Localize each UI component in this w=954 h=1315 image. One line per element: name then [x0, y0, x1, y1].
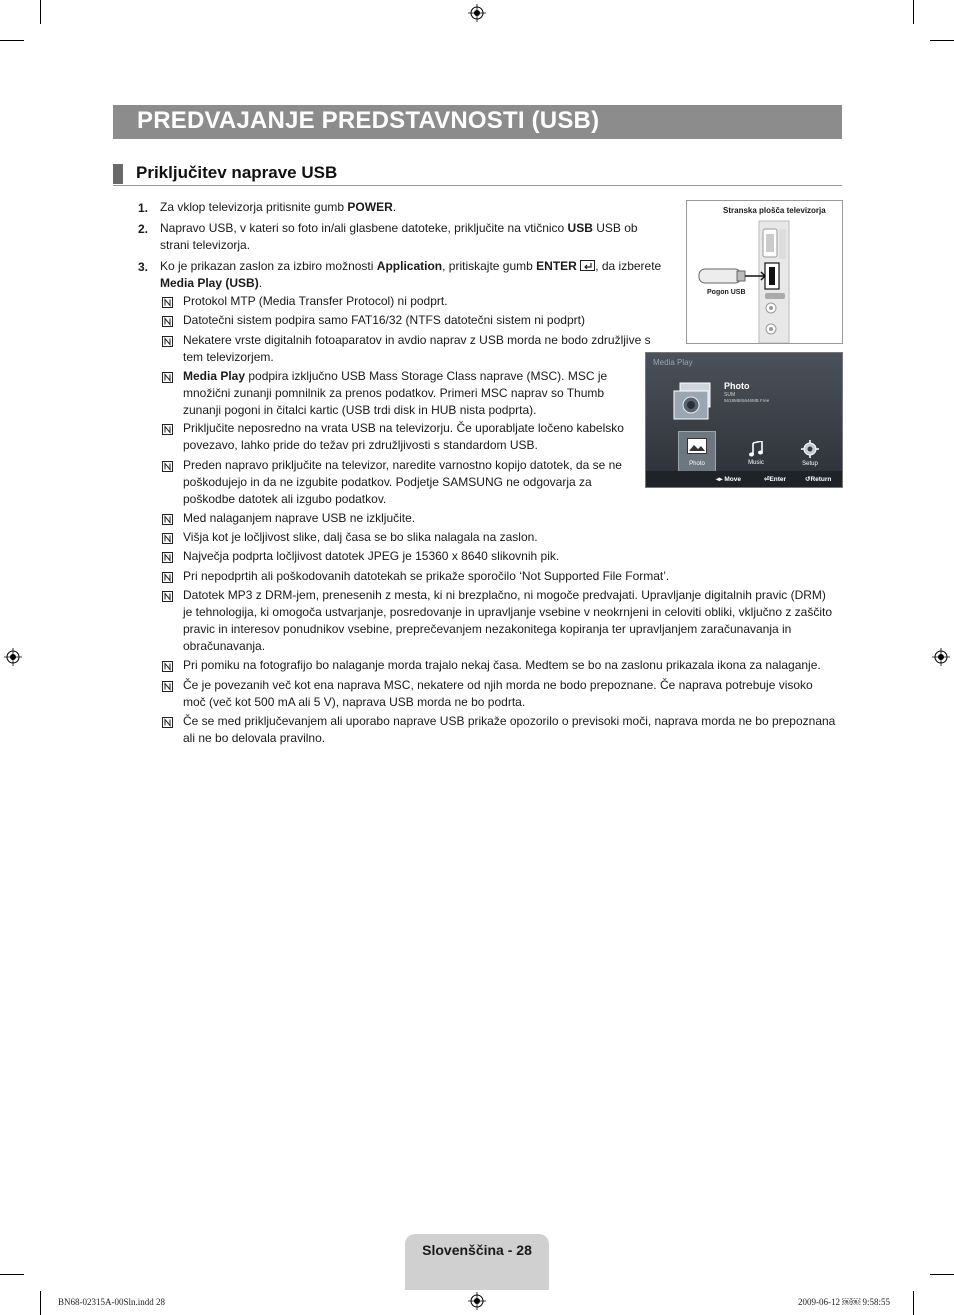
crop-mark	[40, 1291, 41, 1315]
step-text: Za vklop televizorja pritisnite gumb POWER.	[160, 200, 397, 214]
note-icon	[162, 591, 173, 602]
crop-mark	[930, 40, 954, 41]
step-number: 3.	[138, 260, 149, 274]
media-photo-tile[interactable]: Photo	[678, 431, 716, 473]
move-arrows-icon: ◂▸	[716, 476, 723, 483]
setup-icon	[801, 440, 819, 458]
media-setup-tile[interactable]: Setup	[792, 439, 828, 471]
note-icon	[162, 336, 173, 347]
crop-mark	[930, 1274, 954, 1275]
usb-connection-figure	[686, 200, 843, 344]
note-text: Datotečni sistem podpira samo FAT16/32 (NTFS datotečni sistem ni podprt)	[183, 313, 585, 327]
print-timestamp: 2009-06-12 ￼￼ 9:58:55	[798, 1297, 890, 1307]
enter-icon	[580, 260, 595, 271]
print-file-name: BN68-02315A-00Sln.indd 28	[58, 1297, 166, 1307]
photo-icon	[687, 438, 707, 454]
note-text: Datotek MP3 z DRM-jem, prenesenih z mesta, ki ni brezplačno, ni mogoče predvajati. Upravljanje digitalnih pravic (DRM) je tehnologija, ki omogoča ustvarjanje, posredovanje in upravljanje vsebine v neokrnjeni in celoviti obliki, vključno z zaščito pravic in interesov ponudnikov vsebine, preprečevanjem nezakonitega kopiranja ter upravljanjem zaračunavanja in obračunavanja.	[183, 588, 833, 653]
return-hint: ↺Return	[805, 476, 832, 483]
note-text: Med nalaganjem naprave USB ne izključite.	[183, 511, 416, 525]
note-text: Priključite neposredno na vrata USB na televizorju. Če uporabljate ločeno kabelsko povezavo, lahko pride do težav pri združljivosti s standardom USB.	[183, 421, 624, 452]
page-title-bar	[113, 105, 842, 139]
note-icon	[162, 681, 173, 692]
note-icon	[162, 661, 173, 672]
crop-mark	[40, 0, 41, 24]
section-title: Priključitev naprave USB	[136, 163, 338, 182]
crop-mark	[0, 40, 24, 41]
step-text: Napravo USB, v kateri so foto in/ali glasbene datoteke, priključite na vtičnico USB USB ob strani televizorja.	[160, 221, 638, 252]
page-title: PREDVAJANJE PREDSTAVNOSTI (USB)	[137, 107, 600, 134]
crop-mark	[0, 1274, 24, 1275]
move-hint: ◂▸ Move	[716, 476, 741, 483]
section-marker	[113, 164, 123, 184]
registration-mark-icon	[468, 4, 486, 22]
note-icon	[162, 514, 173, 525]
return-icon: ↺	[805, 476, 811, 483]
crop-mark	[913, 0, 914, 24]
note-text: Največja podprta ločljivost datotek JPEG je 15360 x 8640 slikovnih pik.	[183, 549, 560, 563]
note-icon	[162, 424, 173, 435]
registration-mark-icon	[468, 1292, 486, 1310]
note-icon	[162, 717, 173, 728]
note-icon	[162, 572, 173, 583]
note-text: Nekatere vrste digitalnih fotoaparatov in avdio naprav z USB morda ne bodo združljive s tem televizorjem.	[183, 333, 651, 364]
section-divider	[113, 185, 842, 186]
note-icon	[162, 533, 173, 544]
registration-mark-icon	[932, 648, 950, 666]
note-icon	[162, 372, 173, 383]
enter-icon: ⏎	[764, 476, 770, 483]
media-item-title: Photo	[724, 381, 750, 391]
media-play-screen	[645, 352, 843, 488]
note-text: Če je povezanih več kot ena naprava MSC, nekatere od njih morda ne bodo prepoznane. Če naprava potrebuje visoko moč (več kot 500 mA ali 5 V), naprava USB morda ne bo podrta.	[183, 678, 813, 709]
note-text: Pri pomiku na fotografijo bo nalaganje morda trajalo nekaj časa. Medtem se bo na zaslonu prikazala ikona za nalaganje.	[183, 658, 821, 672]
tv-side-panel-icon	[687, 201, 842, 343]
note-text: Preden napravo priključite na televizor, naredite varnostno kopijo datotek, da se ne poškodujejo in da ne izgubite podatkov. Podjetje SAMSUNG ne odgovarja za poškodbe datotek ali izgubo podatkov.	[183, 458, 622, 506]
enter-hint: ⏎Enter	[764, 476, 787, 483]
usb-drive-label: Pogon USB	[707, 289, 746, 296]
media-item-device: SUM	[724, 392, 736, 398]
step-text: Ko je prikazan zaslon za izbiro možnosti Application, pritiskajte gumb ENTER , da izberete Media Play (USB).	[160, 259, 662, 290]
note-icon	[162, 316, 173, 327]
note-icon	[162, 552, 173, 563]
page-number: Slovenščina - 28	[422, 1242, 532, 1258]
registration-mark-icon	[4, 648, 22, 666]
note-icon	[162, 461, 173, 472]
usb-figure-caption: Stranska plošča televizorja	[723, 206, 826, 215]
media-item-free-space: 5618MB/5646MB Free	[724, 398, 770, 403]
media-play-header: Media Play	[653, 358, 693, 367]
step-number: 2.	[138, 222, 149, 236]
note-icon	[162, 297, 173, 308]
note-text: Media Play podpira izključno USB Mass Storage Class naprave (MSC). MSC je množični zunanji pomnilnik za prenos podatkov. Primeri MSC naprav so Thumb zunanji pogoni in čitalci kartic (USB trdi disk in HUB nista podprta).	[183, 369, 608, 417]
note-text: Pri nepodprtih ali poškodovanih datotekah se prikaže sporočilo ‘Not Supported File Format’.	[183, 569, 670, 583]
step-number: 1.	[138, 201, 149, 215]
note-text: Protokol MTP (Media Transfer Protocol) ni podprt.	[183, 294, 448, 308]
note-text: Če se med priključevanjem ali uporabo naprave USB prikaže opozorilo o previsoki moči, naprava morda ne bo prepoznana ali ne bo delovala pravilno.	[183, 714, 836, 745]
note-text: Višja kot je ločljivost slike, dalj časa se bo slika nalagala na zaslon.	[183, 530, 538, 544]
music-icon	[749, 441, 763, 457]
media-music-tile[interactable]: Music	[738, 439, 774, 471]
photo-thumbnail-icon	[670, 379, 718, 425]
crop-mark	[913, 1291, 914, 1315]
